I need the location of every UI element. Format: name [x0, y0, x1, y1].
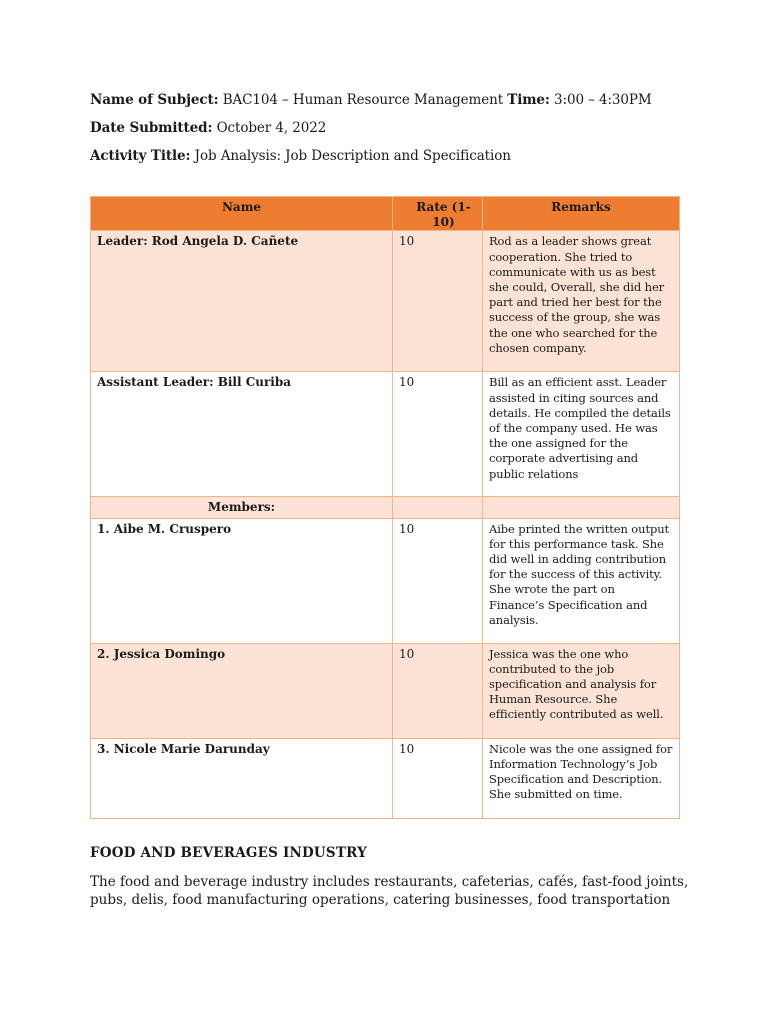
- activity-line: [90, 148, 511, 164]
- member-remarks: Jessica was the one who contributed to the job specification and analysis for Human Resource. She efficiently contributed as well.: [483, 643, 680, 738]
- section-heading: FOOD AND BEVERAGES INDUSTRY: [90, 845, 367, 861]
- activity-label: Activity Title:: [90, 148, 191, 164]
- member-rate: 10: [393, 643, 483, 738]
- table-row: [91, 231, 680, 372]
- member-rate: 10: [393, 372, 483, 497]
- member-remarks: Nicole was the one assigned for Information Technology’s Job Specification and Description. She submitted on time.: [483, 738, 680, 818]
- member-rate: 10: [393, 231, 483, 372]
- subject-value: BAC104 – Human Resource Management: [222, 92, 504, 108]
- evaluation-table: [90, 196, 680, 819]
- table-row: [91, 643, 680, 738]
- member-rate: 10: [393, 738, 483, 818]
- table-row: [91, 497, 680, 518]
- member-name: Assistant Leader: Bill Curiba: [91, 372, 393, 497]
- member-remarks: Aibe printed the written output for this performance task. She did well in adding contribution for the success of this activity. She wrote the part on Finance’s Specification and analysis.: [483, 518, 680, 643]
- member-name: 2. Jessica Domingo: [91, 643, 393, 738]
- table-row: [91, 518, 680, 643]
- member-remarks: Bill as an efficient asst. Leader assisted in citing sources and details. He compiled the details of the company used. He was the one assigned for the corporate advertising and public relations: [483, 372, 680, 497]
- date-label: Date Submitted:: [90, 120, 213, 136]
- member-remarks: Rod as a leader shows great cooperation. She tried to communicate with us as best she could, Overall, she did her part and tried her best for the success of the group, she was the one who searched for the chosen company.: [483, 231, 680, 372]
- subject-label: Name of Subject:: [90, 92, 219, 108]
- members-label: Members:: [91, 497, 393, 518]
- time-label: Time:: [507, 92, 550, 108]
- member-name: Leader: Rod Angela D. Cañete: [91, 231, 393, 372]
- member-name: 1. Aibe M. Cruspero: [91, 518, 393, 643]
- member-name: 3. Nicole Marie Darunday: [91, 738, 393, 818]
- column-header-name: Name: [91, 197, 393, 231]
- section-body: The food and beverage industry includes restaurants, cafeterias, cafés, fast-food joints, pubs, delis, food manufacturing operations, catering businesses, food transportation: [90, 874, 689, 908]
- table-row: [91, 372, 680, 497]
- date-value: October 4, 2022: [216, 120, 327, 136]
- table-header-row: [91, 197, 680, 231]
- member-rate: [393, 497, 483, 518]
- time-value: 3:00 – 4:30PM: [554, 92, 652, 108]
- column-header-rate: Rate (1-10): [393, 197, 483, 231]
- table-row: [91, 738, 680, 818]
- member-rate: 10: [393, 518, 483, 643]
- activity-value: Job Analysis: Job Description and Specification: [194, 148, 511, 164]
- member-remarks: [483, 497, 680, 518]
- column-header-remarks: Remarks: [483, 197, 680, 231]
- subject-line: [90, 92, 652, 108]
- date-line: [90, 120, 326, 136]
